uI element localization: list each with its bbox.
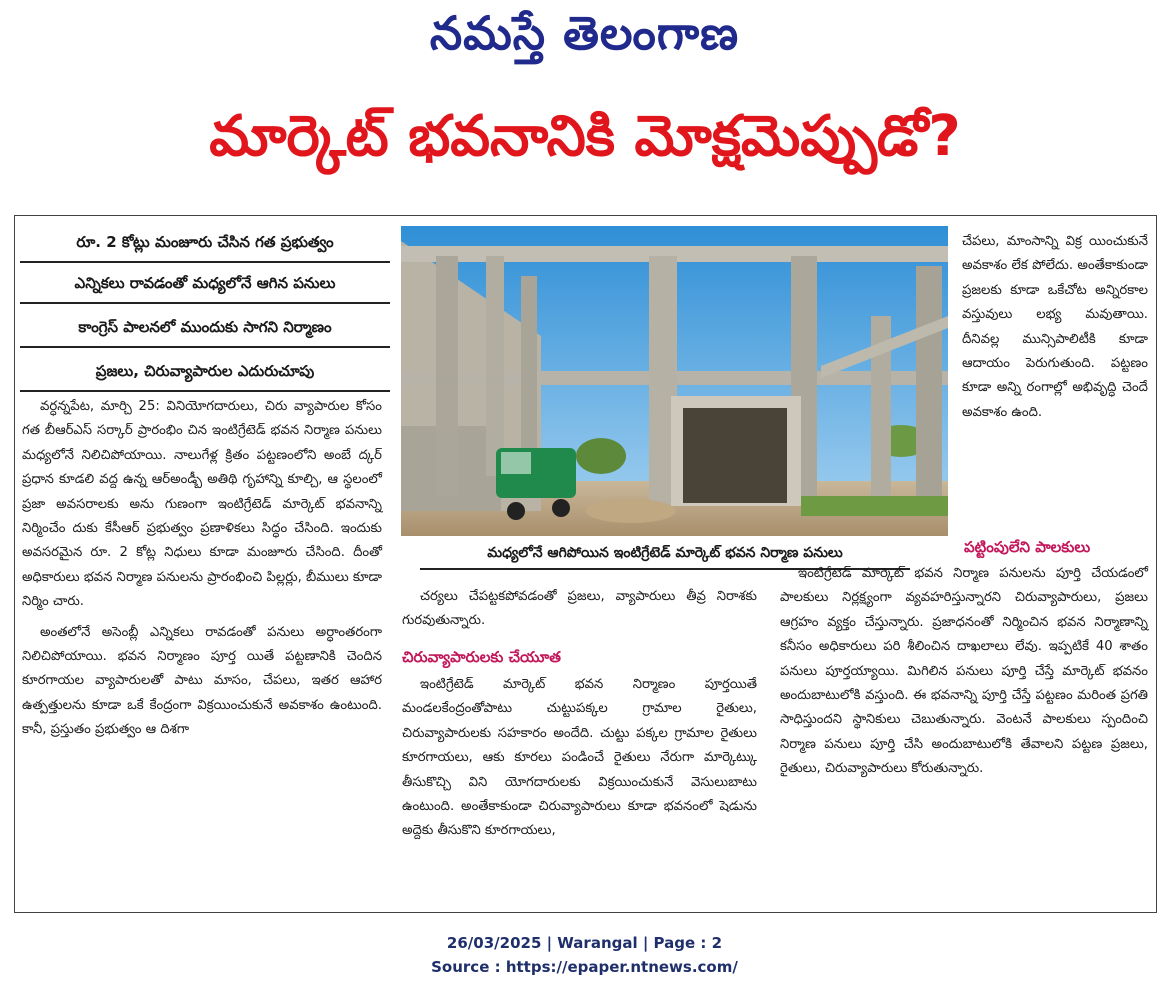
column-1 bbox=[22, 395, 382, 743]
column-3-body bbox=[780, 562, 1148, 782]
deck-line-2: ఎన్నికలు రావడంతో మధ్యలోనే ఆగిన పనులు bbox=[20, 274, 390, 304]
deck-line-3: కాంగ్రెస్ పాలనలో ముందుకు సాగని నిర్మాణం bbox=[20, 318, 390, 348]
column-1-paragraph-2: అంతలోనే అసెంబ్లీ ఎన్నికలు రావడంతో పనులు అర్ధాంతరంగా నిలిచిపోయాయి. భవన నిర్మాణం పూర్త యితే పట్టణానికి చెందిన కూరగాయల వ్యాపారులతో పాటు మాసం, చేపలు, ఇతర ఆహార ఉత్పత్తులను కూడా ఒకే కేంద్రంగా విక్రయించుకునే అవకాశం ఉంటుంది. కానీ, ప్రస్తుతం ప్రభుత్వం ఆ దిశగా bbox=[22, 624, 382, 738]
photo-caption: మధ్యలోనే ఆగిపోయిన ఇంటిగ్రేటెడ్ మార్కెట్ భవన నిర్మాణ పనులు bbox=[420, 545, 910, 570]
divider-left bbox=[14, 215, 15, 912]
divider-bottom bbox=[14, 912, 1157, 913]
masthead-logo: నమస్తే తెలంగాణ bbox=[429, 6, 740, 60]
column-3-paragraph-2: ఇంటిగ్రేటెడ్ మార్కెట్ భవన నిర్మాణ పనులను పూర్తి చేయడంలో పాలకులు నిర్లక్ష్యంగా వ్యవహరిస్తున్నారని చిరువ్యాపారులు, ప్రజలు ఆగ్రహం వ్యక్తం చేస్తున్నారు. ప్రజాధనంతో నిర్మించిన భవన నిర్మాణాన్ని కనీసం అధికారులు పరి శీలించిన దాఖలాలు లేవు. ఇప్పటికే 40 శాతం పనులు పూర్తయ్యాయి. మిగిలిన పనులు పూర్తి చేస్తే మార్కెట్ భవనం అందుబాటులోకి వస్తుంది. ఈ భవనాన్ని పూర్తి చేస్తే పట్టణం మరింత ప్రగతి సాధిస్తుందని స్థానికులు చెబుతున్నారు. వెంటనే పాలకులు స్పందించి నిర్మాణ పనులు పూర్తి చేసి అందుబాటులోకి తేవాలని పట్టణ ప్రజలు, రైతులు, చిరువ్యాపారులు కోరుతున్నారు. bbox=[780, 566, 1148, 777]
column-2-body bbox=[402, 673, 757, 844]
divider-top bbox=[14, 215, 1157, 216]
headline: మార్కెట్ భవనానికి మోక్షమెప్పుడో? bbox=[209, 104, 961, 169]
footer-source-line: Source : https://epaper.ntnews.com/ bbox=[431, 958, 738, 976]
column-2-subhead: చిరువ్యాపారులకు చేయూత bbox=[402, 648, 561, 666]
column-3-subhead: పట్టింపులేని పాలకులు bbox=[964, 538, 1091, 556]
column-3 bbox=[962, 230, 1148, 425]
column-2 bbox=[402, 585, 757, 634]
construction-photo bbox=[401, 226, 948, 536]
column-2-paragraph-1: చర్యలు చేపట్టకపోవడంతో ప్రజలు, వ్యాపారులు తీవ్ర నిరాశకు గురవుతున్నారు. bbox=[402, 589, 757, 629]
column-1-paragraph-1: వర్ధన్నపేట, మార్చి 25: వినియోగదారులు, చిరు వ్యాపారుల కోసం గత బీఆర్ఎస్ సర్కార్ ప్రారంభిం చిన ఇంటిగ్రేటెడ్ భవన నిర్మాణ పనులు మధ్యలోనే నిలిచిపోయాయి. నాలుగేళ్ల క్రితం పట్టణంలోని అంబే ద్కర్ ప్రధాన కూడలి వద్ద ఉన్న ఆర్అండ్బీ అతిథి గృహాన్ని కూల్చి, ఆ స్థలంలో ప్రజా అవసరాలకు అను గుణంగా ఇంటిగ్రేటెడ్ మార్కెట్ భవనాన్ని నిర్మించేం దుకు కేసీఆర్ ప్రభుత్వం ప్రణాళికలు సిద్ధం చేసింది. ఇందుకు అవసరమైన రూ. 2 కోట్ల నిధులు కూడా మంజూరు చేసింది. దీంతో అధికారులు భవన నిర్మాణ పనులను ప్రారంభించి పిల్లర్లు, బీములు కూడా నిర్మిం చారు. bbox=[22, 399, 382, 610]
column-3-paragraph-1: చేపలు, మాంసాన్ని విక్ర యించుకునే అవకాశం లేక పోలేదు. అంతేకాకుండా ప్రజలకు కూడా ఒకేచోట అన్నిరకాల వస్తువులు లభ్య మవుతాయి. దీనివల్ల మున్సిపాలిటీకి కూడా ఆదాయం పెరుగుతుంది. పట్టణం కూడా అన్ని రంగాల్లో అభివృద్ధి చెందే అవకాశం ఉంది. bbox=[962, 234, 1148, 420]
divider-right bbox=[1156, 215, 1157, 912]
column-2-paragraph-2: ఇంటిగ్రేటెడ్ మార్కెట్ భవన నిర్మాణం పూర్తయితే మండలకేంద్రంతోపాటు చుట్టుపక్కల గ్రామాల రైతులు, చిరువ్యాపారులకు సహకారం అందేది. చుట్టు పక్కల గ్రామాల రైతులు కూరగాయలు, ఆకు కూరలు పండించే రైతులు నేరుగా మార్కెట్కు తీసుకొచ్చి విని యోగదారులకు విక్రయించుకునే వెసులుబాటు ఉంటుంది. అంతేకాకుండా చిరువ్యాపారులు కూడా భవనంలో షెడును అద్దెకు తీసుకొని కూరగాయలు, bbox=[402, 677, 757, 839]
footer-date-line: 26/03/2025 | Warangal | Page : 2 bbox=[446, 934, 723, 952]
deck-line-1: రూ. 2 కోట్లు మంజూరు చేసిన గత ప్రభుత్వం bbox=[20, 233, 390, 263]
deck-line-4: ప్రజలు, చిరువ్యాపారుల ఎదురుచూపు bbox=[20, 362, 390, 392]
